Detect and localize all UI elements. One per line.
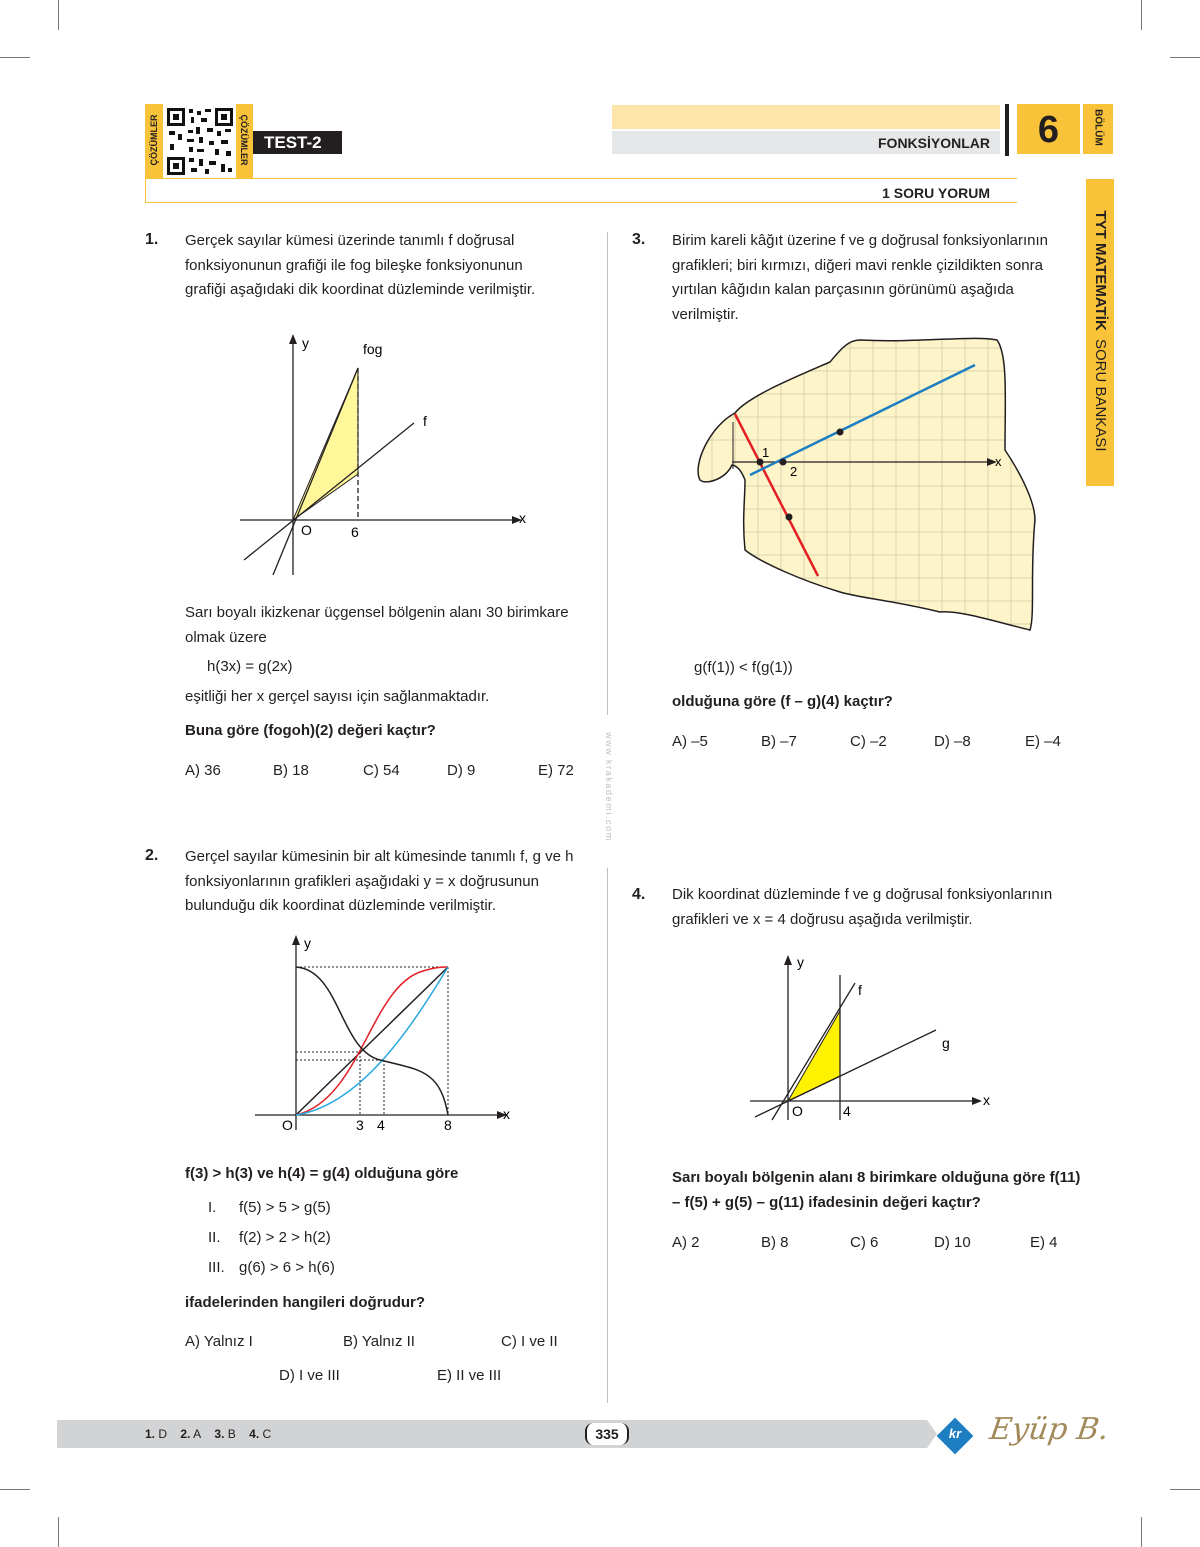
q2-x-label: x [503, 1106, 510, 1122]
q2-statement: f(5) > 5 > g(5) [239, 1199, 331, 1216]
q2-option-e[interactable]: E) II ve III [437, 1367, 502, 1384]
q4-option-b[interactable]: B) 8 [761, 1234, 789, 1251]
q3-number: 3. [632, 231, 646, 248]
q3-text: Birim kareli kâğıt üzerine f ve g doğrusal fonksiyonlarının grafikleri; biri kırmızı, diğeri mavi renkle çizildikten sonra yırtılan kâğıdın kalan parçasının görünümü aşağıda verilmiştir. [672, 232, 1049, 323]
crop-mark [58, 0, 59, 30]
answer-value: B [227, 1427, 236, 1441]
q2-identity-line [296, 967, 448, 1115]
q1-y-label: y [302, 335, 309, 351]
page-number-box [585, 1423, 629, 1445]
q2-text: Gerçel sayılar kümesinin bir alt kümesinde tanımlı f, g ve h fonksiyonlarının grafikleri aşağıdaki y = x doğrusunun bulunduğu dik koordinat düzleminde verilmiştir. [185, 848, 574, 914]
crop-mark [1170, 1489, 1200, 1490]
side-tab [1086, 179, 1114, 486]
q4-number: 4. [632, 886, 646, 903]
q1-option-c[interactable]: C) 54 [363, 762, 400, 779]
qr-code-icon[interactable] [165, 106, 235, 177]
q4-f-line [772, 983, 855, 1120]
q2-statement: g(6) > 6 > h(6) [239, 1259, 335, 1276]
q1-question: Buna göre (fogoh)(2) değeri kaçtır? [185, 722, 436, 739]
q2-option-b[interactable]: B) Yalnız II [343, 1333, 415, 1350]
q1-origin-label: O [301, 522, 312, 538]
logo-text: kr [948, 1426, 962, 1441]
subject-title: FONKSİYONLAR [878, 135, 990, 151]
q1-option-b[interactable]: B) 18 [273, 762, 309, 779]
q1-number: 1. [145, 231, 159, 248]
page-number: 335 [595, 1426, 619, 1442]
q4-option-e[interactable]: E) 4 [1030, 1234, 1058, 1251]
q1-option-e[interactable]: E) 72 [538, 762, 574, 779]
answer-num: 4. [249, 1427, 260, 1441]
column-divider [607, 868, 608, 1403]
q2-tick-4: 4 [377, 1117, 385, 1133]
q2-origin-label: O [282, 1117, 293, 1133]
q2-option-c[interactable]: C) I ve II [501, 1333, 558, 1350]
q3-tick-1: 1 [762, 445, 770, 460]
q2-option-a[interactable]: A) Yalnız I [185, 1333, 253, 1350]
test-label: TEST-2 [253, 131, 342, 154]
q4-y-label: y [797, 954, 804, 970]
q4-origin-label: O [792, 1103, 803, 1119]
q4-tick-4: 4 [843, 1103, 851, 1119]
q4-option-a[interactable]: A) 2 [672, 1234, 700, 1251]
crop-mark [1141, 0, 1142, 30]
q3-tick-2: 2 [790, 464, 798, 479]
q2-tick-3: 3 [356, 1117, 364, 1133]
q1-six-label: 6 [351, 524, 359, 540]
q3-condition: g(f(1)) < f(g(1)) [694, 659, 793, 676]
answer-value: A [193, 1427, 202, 1441]
q4-yellow-region [788, 1011, 840, 1101]
q2-statement-num: I. [208, 1199, 217, 1216]
header-rule [145, 178, 1017, 179]
crop-mark [58, 1517, 59, 1547]
q2-y-label: y [304, 935, 311, 951]
header-rule-left [145, 178, 146, 203]
qr-side-label-left: ÇÖZÜMLER [149, 114, 159, 166]
q1-text: Gerçek sayılar kümesi üzerinde tanımlı f doğrusal fonksiyonunun grafiği ile fog bileşke fonksiyonunun grafiği aşağıdaki dik koordinat düzleminde verilmiştir. [185, 232, 536, 298]
side-tab-light: SORU BANKASI [1092, 338, 1109, 452]
q4-option-d[interactable]: D) 10 [934, 1234, 971, 1251]
watermark: www.krakademi.com [604, 732, 614, 842]
q2-question: ifadelerinden hangileri doğrudur? [185, 1294, 426, 1311]
q1-graph [230, 330, 550, 580]
q3-x-label: x [995, 454, 1002, 469]
q3-option-e[interactable]: E) –4 [1025, 733, 1061, 750]
q3-question: olduğuna göre (f – g)(4) kaçtır? [672, 693, 893, 710]
q1-f-label: f [423, 413, 427, 429]
q4-question: Sarı boyalı bölgenin alanı 8 birimkare olduğuna göre f(11) – f(5) + g(5) – g(11) ifadesinin değeri kaçtır? [672, 1169, 1081, 1211]
q4-g-label: g [942, 1035, 950, 1051]
answer-value: C [262, 1427, 272, 1441]
subtitle: 1 SORU YORUM [882, 185, 990, 201]
answer-num: 3. [214, 1427, 225, 1441]
q4-graph [740, 945, 1000, 1125]
header-yellow-bar [612, 105, 1000, 129]
header-rule-bottom [145, 202, 1017, 203]
crop-mark [1141, 1517, 1142, 1547]
q4-f-label: f [858, 982, 862, 998]
q2-statement-num: II. [208, 1229, 221, 1246]
qr-block[interactable] [145, 104, 253, 179]
q2-number: 2. [145, 847, 159, 864]
q1-option-d[interactable]: D) 9 [447, 762, 476, 779]
q3-option-c[interactable]: C) –2 [850, 733, 887, 750]
q4-text: Dik koordinat düzleminde f ve g doğrusal fonksiyonlarının grafikleri ve x = 4 doğrusu aşağıda verilmiştir. [672, 886, 1053, 928]
answer-key [145, 1427, 271, 1441]
q1-option-a[interactable]: A) 36 [185, 762, 221, 779]
chapter-word: BÖLÜM [1092, 109, 1104, 146]
qr-side-label-right: ÇÖZÜMLER [239, 114, 249, 166]
q3-option-b[interactable]: B) –7 [761, 733, 797, 750]
q3-paper [698, 338, 1035, 630]
q1-condition-2: eşitliği her x gerçel sayısı için sağlanmaktadır. [185, 688, 490, 705]
answer-value: D [158, 1427, 168, 1441]
q2-option-d[interactable]: D) I ve III [279, 1367, 340, 1384]
q2-statement: f(2) > 2 > h(2) [239, 1229, 331, 1246]
crop-mark [0, 1489, 30, 1490]
publisher-logo [937, 1418, 973, 1454]
chapter-word-box [1083, 104, 1113, 154]
q1-x-label: x [519, 510, 526, 526]
header-divider [1005, 104, 1009, 156]
signature: Eyüp B. [987, 1412, 1111, 1447]
q2-tick-8: 8 [444, 1117, 452, 1133]
q1-fog-label: fog [363, 341, 383, 357]
chapter-number: 6 [1017, 104, 1080, 154]
q2-statement-num: III. [208, 1259, 225, 1276]
q3-option-d[interactable]: D) –8 [934, 733, 971, 750]
q2-graph [250, 930, 520, 1140]
q2-condition: f(3) > h(3) ve h(4) = g(4) olduğuna göre [185, 1165, 459, 1182]
crop-mark [1170, 57, 1200, 58]
side-tab-bold: TYT MATEMATİK [1092, 210, 1109, 331]
crop-mark [0, 57, 30, 58]
q1-equation: h(3x) = g(2x) [207, 658, 293, 675]
q4-x-label: x [983, 1092, 990, 1108]
q1-condition: Sarı boyalı ikizkenar üçgensel bölgenin alanı 30 birimkare olmak üzere [185, 604, 569, 646]
answer-num: 1. [145, 1427, 156, 1441]
side-tab-text [1086, 190, 1114, 472]
column-divider [607, 232, 608, 715]
q3-option-a[interactable]: A) –5 [672, 733, 708, 750]
answer-num: 2. [180, 1427, 191, 1441]
q4-option-c[interactable]: C) 6 [850, 1234, 879, 1251]
q3-graph [690, 330, 1050, 640]
